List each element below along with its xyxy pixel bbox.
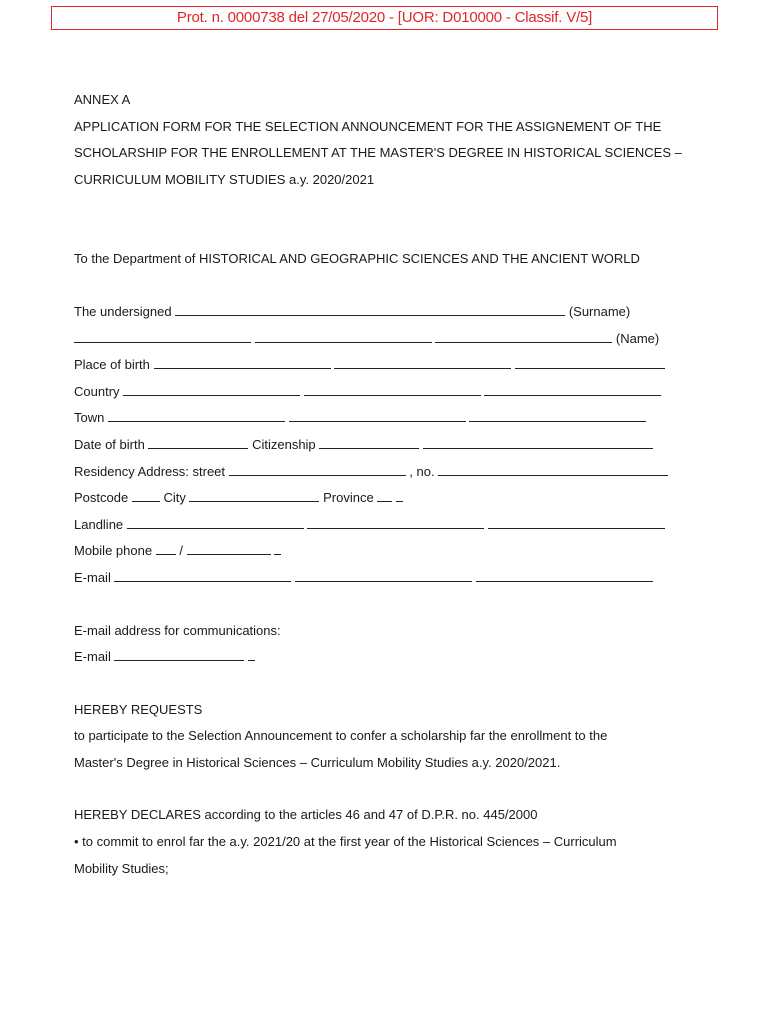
declares-line-1: • to commit to enrol far the a.y. 2021/20 at the first year of the Historical Sciences – Curriculum [74, 834, 617, 850]
title-line-3: CURRICULUM MOBILITY STUDIES a.y. 2020/2021 [74, 171, 375, 187]
landline-field-1[interactable] [127, 516, 304, 529]
street-field[interactable] [229, 463, 406, 476]
place-of-birth-field-2[interactable] [334, 356, 511, 369]
town-field-2[interactable] [289, 409, 466, 422]
requests-line-1: to participate to the Selection Announcement to confer a scholarship far the enrollment to the [74, 728, 608, 744]
mobile-number-field[interactable] [187, 542, 271, 555]
declares-heading: HEREBY DECLARES according to the articles 46 and 47 of D.P.R. no. 445/2000 [74, 807, 538, 823]
postcode-row [74, 485, 694, 512]
town-row [74, 405, 694, 432]
name-field-1[interactable] [74, 330, 251, 343]
application-form [74, 87, 694, 882]
comm-email-field[interactable] [114, 648, 244, 661]
comm-email-label: E-mail [74, 649, 111, 665]
residency-label: Residency Address: street [74, 463, 226, 479]
landline-field-2[interactable] [307, 516, 484, 529]
annex-label: ANNEX A [74, 92, 131, 107]
landline-label: Landline [74, 516, 124, 532]
comm-email-heading: E-mail address for communications: [74, 622, 281, 638]
name-field-2[interactable] [255, 330, 432, 343]
date-citizenship-row [74, 432, 694, 459]
mobile-separator: / [179, 543, 183, 559]
citizenship-label: Citizenship [252, 436, 316, 452]
requests-heading: HEREBY REQUESTS [74, 701, 203, 717]
mobile-label: Mobile phone [74, 543, 153, 559]
landline-row [74, 512, 694, 539]
postcode-label: Postcode [74, 490, 129, 506]
mobile-number-field-2[interactable] [274, 542, 281, 555]
title-line-2: SCHOLARSHIP FOR THE ENROLLEMENT AT THE MASTER'S DEGREE IN HISTORICAL SCIENCES – [74, 145, 682, 161]
province-field-2[interactable] [396, 489, 403, 502]
comm-email-field-2[interactable] [248, 648, 255, 661]
number-field[interactable] [438, 463, 668, 476]
email-field-1[interactable] [114, 569, 291, 582]
country-row [74, 379, 694, 406]
requests-line-2: Master's Degree in Historical Sciences – Curriculum Mobility Studies a.y. 2020/2021. [74, 754, 561, 770]
mobile-prefix-field[interactable] [156, 542, 176, 555]
town-field-3[interactable] [469, 409, 646, 422]
town-field-1[interactable] [108, 409, 285, 422]
country-label: Country [74, 383, 120, 399]
email-row [74, 565, 694, 592]
date-of-birth-label: Date of birth [74, 436, 145, 452]
mobile-row [74, 538, 694, 565]
country-field-2[interactable] [304, 383, 481, 396]
surname-field[interactable] [175, 303, 565, 316]
place-of-birth-field-3[interactable] [515, 356, 665, 369]
declares-line-2: Mobility Studies; [74, 860, 169, 876]
email-field-2[interactable] [295, 569, 472, 582]
city-label: City [163, 490, 186, 506]
place-of-birth-field-1[interactable] [154, 356, 331, 369]
name-field-3[interactable] [435, 330, 612, 343]
landline-field-3[interactable] [488, 516, 665, 529]
province-field[interactable] [377, 489, 392, 502]
place-of-birth-row [74, 352, 694, 379]
recipient-line: To the Department of HISTORICAL AND GEOGRAPHIC SCIENCES AND THE ANCIENT WORLD [74, 251, 640, 267]
residency-row [74, 459, 694, 486]
undersigned-row [74, 299, 694, 326]
surname-hint: (Surname) [568, 303, 631, 319]
place-of-birth-label: Place of birth [74, 357, 150, 373]
name-hint: (Name) [615, 330, 660, 346]
name-row [74, 326, 694, 353]
postcode-field[interactable] [132, 489, 160, 502]
town-label: Town [74, 410, 105, 426]
country-field-3[interactable] [484, 383, 661, 396]
country-field-1[interactable] [123, 383, 300, 396]
citizenship-field-1[interactable] [319, 436, 419, 449]
number-label: , no. [409, 463, 435, 479]
province-label: Province [323, 490, 374, 506]
comm-email-row [74, 644, 694, 671]
protocol-stamp: Prot. n. 0000738 del 27/05/2020 - [UOR: D010000 - Classif. V/5] [51, 6, 718, 30]
undersigned-label: The undersigned [74, 303, 172, 319]
title-line-1: APPLICATION FORM FOR THE SELECTION ANNOUNCEMENT FOR THE ASSIGNEMENT OF THE [74, 118, 662, 134]
email-field-3[interactable] [476, 569, 653, 582]
city-field[interactable] [189, 489, 319, 502]
date-of-birth-field[interactable] [148, 436, 248, 449]
citizenship-field-2[interactable] [423, 436, 653, 449]
email-label: E-mail [74, 569, 111, 585]
